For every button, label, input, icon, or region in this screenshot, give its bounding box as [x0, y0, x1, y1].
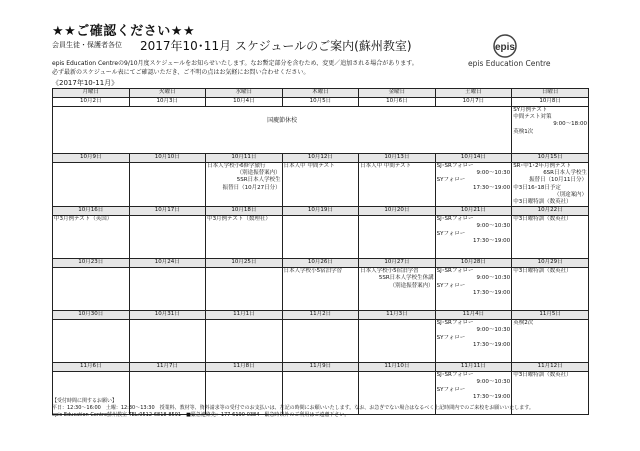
- event-line: SR･中1･2年月例テスト: [513, 163, 572, 169]
- event-line: SYフォロー: [436, 386, 466, 393]
- event-cell: [435, 320, 512, 363]
- event-line: 中3日16･18日予定: [513, 184, 561, 191]
- date-cell: 10月28日: [435, 259, 512, 268]
- event-line: 日本人学校小5宿泊学習: [283, 268, 343, 275]
- event-line: 英検2次: [513, 320, 534, 327]
- event-line: SJ･SRフォロー: [436, 268, 474, 275]
- event-cell: [282, 216, 359, 259]
- event-line: 9:00～10:30: [476, 275, 511, 282]
- date-row: [53, 259, 589, 268]
- event-line: SJ･SRフォロー: [436, 163, 474, 169]
- event-line: 日本人中 中間テスト: [283, 163, 335, 169]
- event-cell: [359, 163, 436, 207]
- event-line: 中間テスト対策: [513, 114, 552, 121]
- event-line: 17:30～19:00: [472, 184, 511, 191]
- events-row: [53, 163, 589, 207]
- date-cell: 11月7日: [129, 363, 206, 372]
- date-cell: 10月21日: [435, 207, 512, 216]
- date-cell: 10月31日: [129, 311, 206, 320]
- event-line: 5SR日本人学校生休講: [378, 275, 434, 282]
- date-cell: 10月23日: [53, 259, 130, 268]
- event-cell: [53, 320, 130, 363]
- event-cell: [512, 216, 589, 259]
- weekday-header: 土曜日: [435, 89, 512, 98]
- notice-line-2: 必ず最新のスケジュール表にてご確認いただき、ご不明の点はお気軽にお問い合わせください。: [52, 69, 310, 76]
- event-cell: [206, 163, 283, 207]
- event-cell: [129, 163, 206, 207]
- notice-title: ★★ご確認ください★★: [52, 24, 196, 39]
- event-line: 5SR日本人学校生: [236, 177, 281, 184]
- event-cell: [435, 163, 512, 207]
- event-cell: [512, 163, 589, 207]
- date-cell: 10月30日: [53, 311, 130, 320]
- date-cell: 11月3日: [359, 311, 436, 320]
- event-line: 日本人中 中間テスト: [360, 163, 412, 169]
- weekday-header: 木曜日: [282, 89, 359, 98]
- event-line: SJ･SRフォロー: [436, 320, 474, 327]
- event-cell: [512, 107, 589, 154]
- event-line: 日本人学校小5宿泊学習: [360, 268, 419, 275]
- date-cell: 10月4日: [206, 98, 283, 107]
- weekday-header: 日曜日: [512, 89, 589, 98]
- event-line: 日本人学校小6修学旅行: [207, 163, 266, 169]
- event-cell: [282, 320, 359, 363]
- event-cell: [512, 320, 589, 363]
- date-cell: 11月1日: [206, 311, 283, 320]
- event-line: SY月例テスト: [513, 107, 548, 113]
- event-line: SYフォロー: [436, 282, 466, 289]
- footer: [52, 398, 589, 419]
- page-title: 2017年10･11月 スケジュールのご案内(蘇州教室): [140, 39, 412, 53]
- event-cell: [359, 268, 436, 311]
- event-line: SJ･SRフォロー: [436, 216, 474, 223]
- event-cell: [129, 320, 206, 363]
- date-cell: 11月4日: [435, 311, 512, 320]
- date-cell: 10月18日: [206, 207, 283, 216]
- footer-contact: epis Education Centre蘇州教室 TEL:0512-6818-8591 ■緊急連絡先：177-6190-0384 緊急時以外のご利用はご遠慮下さい。: [52, 412, 350, 418]
- date-cell: 10月11日: [206, 154, 283, 163]
- weekday-header: 水曜日: [206, 89, 283, 98]
- date-row: [53, 154, 589, 163]
- month-label: 《2017年10-11月》: [52, 79, 119, 87]
- event-line: 6SR日本人学校生: [543, 170, 587, 177]
- event-cell: [435, 268, 512, 311]
- event-line: （別途振替案内）: [236, 170, 281, 177]
- date-cell: 10月20日: [359, 207, 436, 216]
- event-line: 9:00～10:30: [476, 170, 511, 177]
- date-cell: 10月12日: [282, 154, 359, 163]
- event-line: 振替日（10月27日分）: [222, 184, 281, 191]
- footer-hours: 平日：12:30～16:00 土曜：12:30～13:30 授業料、教材等、資料請求等の受付でのお支払いは、左記の時間にお願いいたします。なお、お急ぎでない場合はなるべく上記時間内でのご来校をお願いいたします。: [52, 405, 534, 411]
- notice-line-1: epis Education Centreの9/10月度スケジュールをお知らせいたします。なお暫定部分を含むため、変更／追加される場合があります。: [52, 60, 418, 67]
- logo-text: epis Education Centre: [468, 59, 551, 68]
- event-line: SYフォロー: [436, 230, 466, 237]
- weekday-header-row: [53, 89, 589, 98]
- epis-logo-icon: [486, 34, 524, 58]
- date-cell: 10月6日: [359, 98, 436, 107]
- date-cell: 10月25日: [206, 259, 283, 268]
- event-cell: [282, 163, 359, 207]
- holiday-cell: 国慶節休校: [53, 107, 512, 154]
- date-cell: 10月9日: [53, 154, 130, 163]
- date-cell: 10月16日: [53, 207, 130, 216]
- event-line: SYフォロー: [436, 334, 466, 341]
- event-line: 9:00～10:30: [476, 327, 511, 334]
- date-cell: 10月15日: [512, 154, 589, 163]
- event-line: （別途振替案内）: [389, 282, 434, 289]
- date-cell: 10月26日: [282, 259, 359, 268]
- date-cell: 10月19日: [282, 207, 359, 216]
- event-line: 振替日（10月11日分）: [529, 177, 587, 184]
- date-cell: 10月3日: [129, 98, 206, 107]
- event-line: 中3日曜特訓（数英社）: [513, 216, 572, 223]
- date-cell: 10月22日: [512, 207, 589, 216]
- date-row: [53, 311, 589, 320]
- date-row: [53, 363, 589, 372]
- date-cell: 10月29日: [512, 259, 589, 268]
- date-row: [53, 98, 589, 107]
- events-row: [53, 107, 589, 154]
- event-cell: [53, 163, 130, 207]
- events-row: [53, 268, 589, 311]
- date-cell: 10月13日: [359, 154, 436, 163]
- event-line: SJ･SRフォロー: [436, 372, 474, 379]
- event-line: 9:00～18:00: [553, 121, 587, 128]
- event-cell: [359, 216, 436, 259]
- date-cell: 10月2日: [53, 98, 130, 107]
- event-cell: [512, 268, 589, 311]
- event-line: 中3月例テスト（数理社）: [207, 216, 271, 223]
- event-cell: [206, 268, 283, 311]
- date-cell: 10月5日: [282, 98, 359, 107]
- event-cell: [359, 320, 436, 363]
- event-cell: [435, 216, 512, 259]
- events-row: [53, 216, 589, 259]
- date-cell: 10月7日: [435, 98, 512, 107]
- event-cell: [282, 268, 359, 311]
- event-cell: [206, 216, 283, 259]
- event-cell: [129, 216, 206, 259]
- event-line: （別途案内）: [553, 191, 587, 198]
- date-cell: 11月11日: [435, 363, 512, 372]
- event-line: 9:00～10:30: [476, 223, 511, 230]
- date-cell: 11月10日: [359, 363, 436, 372]
- date-cell: 11月6日: [53, 363, 130, 372]
- date-cell: 11月5日: [512, 311, 589, 320]
- epis-logo: [468, 34, 588, 70]
- date-cell: 10月8日: [512, 98, 589, 107]
- event-cell: [53, 268, 130, 311]
- events-row: [53, 320, 589, 363]
- schedule-table: [52, 88, 589, 415]
- footer-heading: 【受付時間に関するお願い】: [52, 398, 118, 404]
- event-cell: [53, 216, 130, 259]
- date-cell: 11月9日: [282, 363, 359, 372]
- event-line: 17:30～19:00: [472, 341, 511, 348]
- weekday-header: 金曜日: [359, 89, 436, 98]
- date-cell: 11月2日: [282, 311, 359, 320]
- event-line: 17:30～19:00: [472, 393, 511, 400]
- event-cell: [206, 320, 283, 363]
- date-cell: 10月27日: [359, 259, 436, 268]
- date-row: [53, 207, 589, 216]
- date-cell: 11月12日: [512, 363, 589, 372]
- date-cell: 10月10日: [129, 154, 206, 163]
- addressee: 会員生徒・保護者各位: [52, 41, 122, 49]
- date-cell: 10月14日: [435, 154, 512, 163]
- event-line: 中3日曜特訓（数英社）: [513, 268, 572, 275]
- event-line: 17:30～19:00: [472, 289, 511, 296]
- event-line: 中3日曜特訓（数英社）: [513, 199, 572, 206]
- weekday-header: 月曜日: [53, 89, 130, 98]
- svg-text:epis: epis: [494, 42, 516, 53]
- date-cell: 11月8日: [206, 363, 283, 372]
- event-line: 9:00～10:30: [476, 379, 511, 386]
- date-cell: 10月17日: [129, 207, 206, 216]
- event-line: SYフォロー: [436, 177, 466, 184]
- event-line: 中3月例テスト（英国）: [54, 216, 113, 223]
- event-line: 英検1次: [513, 128, 534, 135]
- date-cell: 10月24日: [129, 259, 206, 268]
- event-line: 中3日曜特訓（数英社）: [513, 372, 572, 379]
- event-cell: [129, 268, 206, 311]
- event-line: 17:30～19:00: [472, 237, 511, 244]
- weekday-header: 火曜日: [129, 89, 206, 98]
